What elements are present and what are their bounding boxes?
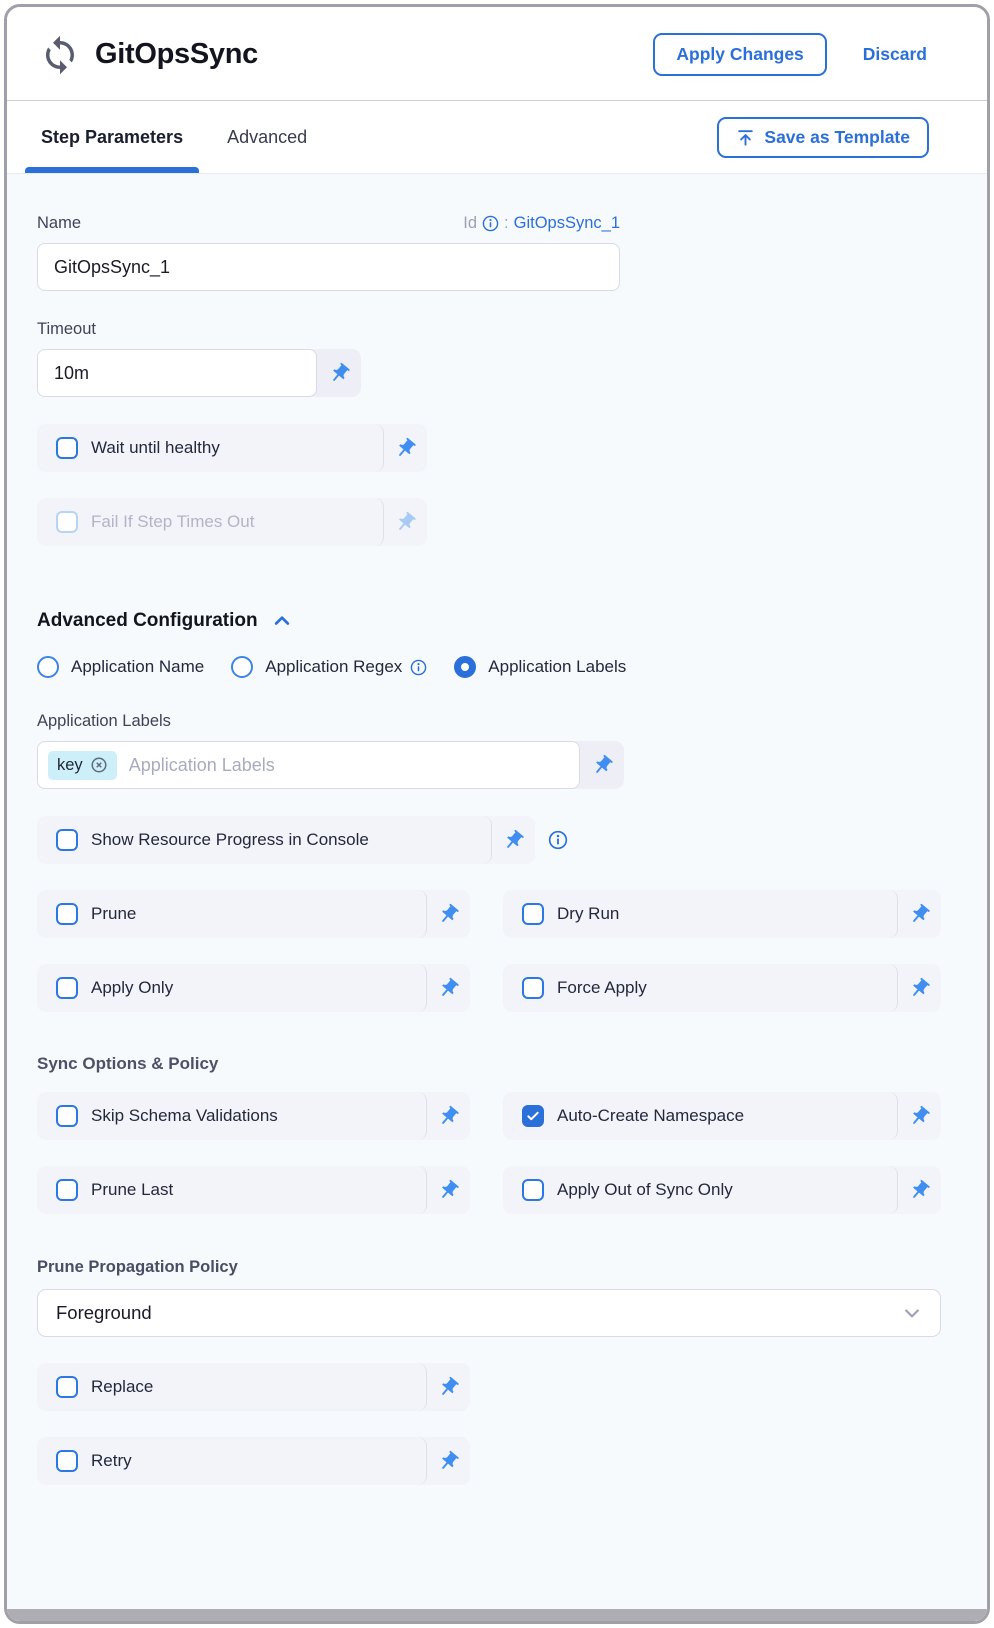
apply-out-of-sync-only-pin-button[interactable] bbox=[898, 1166, 941, 1214]
timeout-label: Timeout bbox=[37, 320, 96, 338]
step-parameters-form bbox=[7, 174, 987, 1624]
pin-icon bbox=[328, 362, 351, 385]
bottom-scrollbar[interactable] bbox=[7, 1609, 987, 1621]
sync-options-policy-title: Sync Options & Policy bbox=[37, 1054, 219, 1073]
id-colon: : bbox=[504, 214, 509, 232]
checkbox-field-retry bbox=[37, 1437, 470, 1485]
tag-text: key bbox=[57, 755, 83, 774]
dry-run-pin-button[interactable] bbox=[898, 890, 941, 938]
skip-schema-validations-pin-button[interactable] bbox=[427, 1092, 470, 1140]
wait-until-healthy-pin-button[interactable] bbox=[384, 424, 427, 472]
prune-pin-button[interactable] bbox=[427, 890, 470, 938]
radio-circle[interactable] bbox=[454, 656, 476, 678]
show-resource-info-icon[interactable] bbox=[548, 830, 568, 850]
collapse-chevron-up-icon[interactable] bbox=[272, 611, 292, 631]
force-apply-pin-button[interactable] bbox=[898, 964, 941, 1012]
pin-icon bbox=[908, 1179, 931, 1202]
tab-step-parameters[interactable]: Step Parameters bbox=[41, 101, 183, 173]
gitops-sync-icon bbox=[39, 34, 81, 76]
pin-icon bbox=[394, 437, 417, 460]
discard-button[interactable]: Discard bbox=[862, 44, 927, 64]
apply-out-of-sync-only-checkbox[interactable] bbox=[522, 1179, 544, 1201]
id-label: Id bbox=[463, 214, 478, 232]
apply-only-pin-button[interactable] bbox=[427, 964, 470, 1012]
prune-checkbox[interactable] bbox=[56, 903, 78, 925]
label-tag-key[interactable] bbox=[48, 751, 117, 780]
auto-create-namespace-label: Auto-Create Namespace bbox=[557, 1106, 745, 1125]
radio-circle[interactable] bbox=[37, 656, 59, 678]
prune-last-label: Prune Last bbox=[91, 1180, 174, 1199]
pin-icon bbox=[437, 1450, 460, 1473]
pin-icon bbox=[502, 829, 525, 852]
radio-application-regex[interactable] bbox=[231, 656, 427, 678]
retry-pin-button[interactable] bbox=[427, 1437, 470, 1485]
apply-only-label: Apply Only bbox=[91, 978, 174, 997]
prune-propagation-policy-label: Prune Propagation Policy bbox=[37, 1258, 238, 1276]
upload-icon bbox=[736, 128, 755, 147]
remove-tag-icon[interactable] bbox=[90, 756, 108, 774]
checkbox-field-show-resource-progress bbox=[37, 816, 535, 864]
pin-icon bbox=[437, 1105, 460, 1128]
radio-label: Application Labels bbox=[488, 657, 627, 676]
checkbox-field-fail-if-step-times-out bbox=[37, 498, 427, 546]
skip-schema-validations-checkbox[interactable] bbox=[56, 1105, 78, 1127]
apply-changes-button[interactable]: Apply Changes bbox=[653, 33, 826, 76]
auto-create-namespace-pin-button[interactable] bbox=[898, 1092, 941, 1140]
show-resource-progress-pin-button[interactable] bbox=[492, 816, 535, 864]
checkbox-field-apply-only bbox=[37, 964, 470, 1012]
radio-circle[interactable] bbox=[231, 656, 253, 678]
checkbox-field-skip-schema-validations bbox=[37, 1092, 470, 1140]
name-input[interactable] bbox=[37, 243, 620, 291]
skip-schema-validations-label: Skip Schema Validations bbox=[91, 1106, 278, 1125]
checkbox-field-auto-create-namespace bbox=[503, 1092, 941, 1140]
checkbox-field-prune-last bbox=[37, 1166, 470, 1214]
application-labels-pin-button[interactable] bbox=[580, 741, 624, 789]
name-label: Name bbox=[37, 214, 82, 232]
timeout-input[interactable] bbox=[37, 349, 317, 397]
fail-if-step-times-out-checkbox bbox=[56, 511, 78, 533]
force-apply-checkbox[interactable] bbox=[522, 977, 544, 999]
pin-icon bbox=[908, 977, 931, 1000]
prune-propagation-policy-select[interactable] bbox=[37, 1289, 941, 1337]
pin-icon bbox=[394, 511, 417, 534]
show-resource-progress-checkbox[interactable] bbox=[56, 829, 78, 851]
radio-application-labels[interactable] bbox=[454, 656, 626, 678]
auto-create-namespace-checkbox[interactable] bbox=[522, 1105, 544, 1127]
prune-label: Prune bbox=[91, 904, 137, 923]
pin-icon bbox=[437, 1179, 460, 1202]
pin-icon bbox=[437, 1376, 460, 1399]
apply-only-checkbox[interactable] bbox=[56, 977, 78, 999]
checkbox-field-prune bbox=[37, 890, 470, 938]
application-labels-text-input[interactable] bbox=[129, 755, 569, 776]
pin-icon bbox=[908, 1105, 931, 1128]
tab-advanced[interactable]: Advanced bbox=[227, 126, 308, 147]
id-info-icon[interactable] bbox=[482, 215, 499, 232]
page-title: GitOpsSync bbox=[95, 38, 258, 70]
show-resource-progress-label: Show Resource Progress in Console bbox=[91, 830, 369, 849]
apply-out-of-sync-only-label: Apply Out of Sync Only bbox=[557, 1180, 733, 1199]
fail-if-step-times-out-label: Fail If Step Times Out bbox=[91, 512, 255, 531]
checkbox-field-apply-out-of-sync-only bbox=[503, 1166, 941, 1214]
pin-icon bbox=[591, 754, 614, 777]
retry-checkbox[interactable] bbox=[56, 1450, 78, 1472]
force-apply-label: Force Apply bbox=[557, 978, 647, 997]
radio-application-name[interactable] bbox=[37, 656, 204, 678]
regex-info-icon[interactable] bbox=[410, 659, 427, 676]
replace-label: Replace bbox=[91, 1377, 154, 1396]
prune-last-checkbox[interactable] bbox=[56, 1179, 78, 1201]
checkbox-field-wait-until-healthy bbox=[37, 424, 427, 472]
save-as-template-label: Save as Template bbox=[764, 126, 910, 147]
step-config-panel bbox=[4, 4, 990, 1624]
checkbox-field-dry-run bbox=[503, 890, 941, 938]
checkbox-field-force-apply bbox=[503, 964, 941, 1012]
replace-pin-button[interactable] bbox=[427, 1363, 470, 1411]
dry-run-checkbox[interactable] bbox=[522, 903, 544, 925]
application-labels-label: Application Labels bbox=[37, 712, 171, 730]
pin-icon bbox=[908, 903, 931, 926]
pin-icon bbox=[437, 977, 460, 1000]
checkbox-field-replace bbox=[37, 1363, 470, 1411]
replace-checkbox[interactable] bbox=[56, 1376, 78, 1398]
prune-last-pin-button[interactable] bbox=[427, 1166, 470, 1214]
dry-run-label: Dry Run bbox=[557, 904, 620, 923]
radio-label: Application Regex bbox=[265, 657, 403, 676]
fail-if-step-times-out-pin-button bbox=[384, 498, 427, 546]
tab-bar bbox=[7, 101, 987, 174]
selected-value: Foreground bbox=[56, 1302, 152, 1323]
pin-icon bbox=[437, 903, 460, 926]
id-value[interactable]: GitOpsSync_1 bbox=[513, 214, 620, 232]
retry-label: Retry bbox=[91, 1451, 132, 1470]
chevron-down-icon bbox=[902, 1303, 922, 1323]
header bbox=[7, 7, 987, 101]
save-as-template-button[interactable] bbox=[717, 117, 929, 158]
wait-until-healthy-checkbox[interactable] bbox=[56, 437, 78, 459]
application-labels-input[interactable] bbox=[37, 741, 580, 789]
radio-label: Application Name bbox=[71, 657, 205, 676]
timeout-pin-button[interactable] bbox=[317, 349, 361, 397]
wait-until-healthy-label: Wait until healthy bbox=[91, 438, 220, 457]
advanced-configuration-title: Advanced Configuration bbox=[37, 610, 258, 631]
